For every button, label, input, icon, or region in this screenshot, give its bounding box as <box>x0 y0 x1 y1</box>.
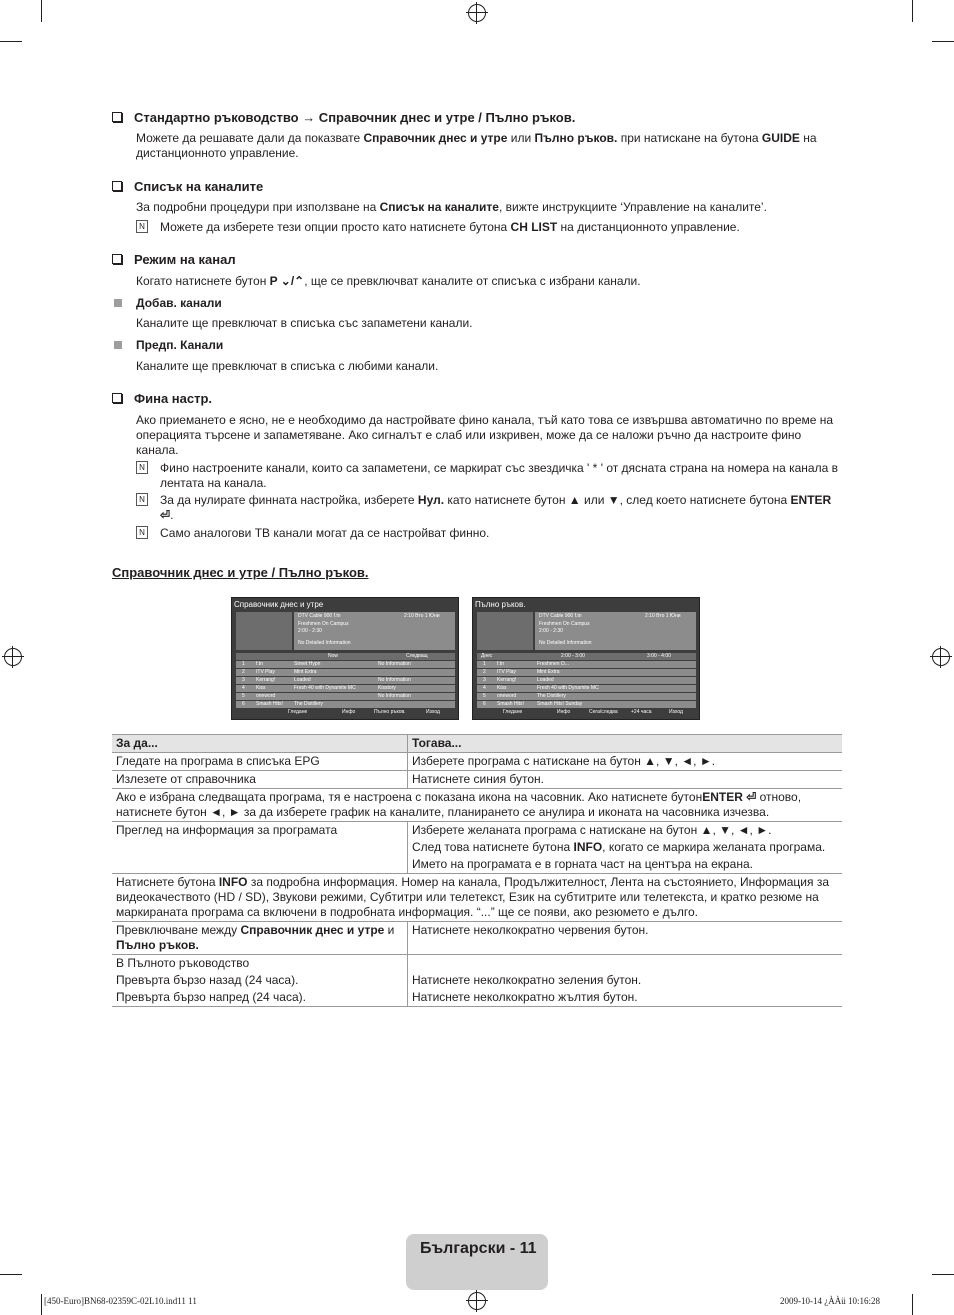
section-heading-standard-guide <box>112 110 575 125</box>
guide-column-header: Днес 2:00 - 3:00 3:00 - 4:00 <box>477 653 696 660</box>
note-fine-tune-3: N Само аналогови ТВ канали могат да се настройват финно. <box>136 526 842 541</box>
crop-mark <box>912 1294 913 1315</box>
section-body-standard-guide: Можете да решавате дали да показвате Справочник днес и утре или Пълно ръков. при натискане на бутона GUIDE на дистанционното управление. <box>136 131 817 160</box>
sub-body-favorite-channels: Каналите ще превключат в списъка с любими канали. <box>136 359 439 373</box>
footer-file-info: [450-Euro]BN68-02359C-02L10.ind11 11 <box>44 1296 197 1306</box>
note-channel-list: N Можете да изберете тези опции просто като натиснете бутона CH LIST на дистанционното управление. <box>136 220 842 235</box>
page-number-badge <box>406 1234 548 1290</box>
guide-cell-ch: Smash Hits! <box>256 701 283 707</box>
table-row <box>112 955 842 1007</box>
programme-info: DTV Cable 900 f.tn 2:10 Втo 1 Юни Freshmen On Campus 2:00 - 2:30 No Detailed Information <box>294 612 455 650</box>
guide-cell-next: No Information <box>378 661 411 667</box>
screen-title: Справочник днес и утре <box>234 600 324 609</box>
guide-cell-now: Fresh 40 with Dynamite MC <box>537 685 599 691</box>
checkbox-icon <box>112 112 122 122</box>
guide-channel-row <box>477 693 696 700</box>
section-heading-fine-tune <box>112 391 212 406</box>
guide-cell-ch: Kerrang! <box>256 677 276 683</box>
table-row <box>112 822 842 874</box>
crop-mark <box>932 41 954 42</box>
guide-cell-now: Smash Hits! Sunday <box>537 701 583 707</box>
section-body-fine-tune: Ако приемането е ясно, не е необходимо да настройвате фино канала, тъй като това се извършва автоматично по време на операцията търсене и запаметяване. Ако сигналът е слаб или изкривен, може да се наложи ръчно да настроите фино канала. <box>136 413 834 457</box>
tv-preview-image <box>236 612 292 650</box>
guide-cell-now: Street Hypn <box>294 661 321 667</box>
note-fine-tune-1: N Фино настроените канали, които са запаметени, се маркират със звездичка ' * ' от дясната страна на номера на канала в лентата на канала. <box>136 461 842 491</box>
bullet-square-icon <box>114 299 122 307</box>
note-icon: N <box>136 461 148 474</box>
heading-text: Стандартно ръководство → Справочник днес и утре / Пълно ръков. <box>134 110 576 125</box>
heading-text: Фина настр. <box>134 391 213 406</box>
table-row <box>112 874 842 922</box>
guide-heading: Справочник днес и утре / Пълно ръков. <box>112 565 369 580</box>
table-header-cell: За да... <box>112 735 408 753</box>
table-cell: Превключване между Справочник днес и утре и Пълно ръков. <box>112 922 408 955</box>
sub-title-added-channels: Добав. канали <box>136 296 222 310</box>
table-row <box>112 771 842 789</box>
crop-mark <box>912 0 913 22</box>
guide-channel-row <box>236 661 455 668</box>
table-row <box>112 789 842 822</box>
page-number-text: Български - 11 <box>420 1240 537 1257</box>
table-cell: В Пълното ръководство Превърта бързо назад (24 часа). Превърта бързо напред (24 часа). <box>112 955 408 1007</box>
guide-cell-now: The Distillery <box>294 701 323 707</box>
guide-cell-now: Freshmen O... <box>537 661 569 667</box>
guide-cell-num: 3 <box>483 677 486 683</box>
screen-title: Пълно ръков. <box>475 600 526 609</box>
screenshot-now-next-guide <box>231 597 459 720</box>
guide-cell-ch: Kiss <box>256 685 266 691</box>
bullet-square-icon <box>114 341 122 349</box>
guide-cell-ch: Kerrang! <box>497 677 517 683</box>
section-body-channel-mode: Когато натиснете бутон P ⌄/⌃, ще се превключват каналите от списъка с избрани канали. <box>136 274 641 288</box>
guide-channel-row <box>236 685 455 692</box>
guide-cell-now: Mint Extra <box>537 669 560 675</box>
crop-mark <box>0 1274 22 1275</box>
table-cell: Изберете програма с натискане на бутон ▲, ▼, ◄, ►. <box>412 754 716 768</box>
guide-cell-ch: f.tn <box>497 661 504 667</box>
sub-title-favorite-channels: Предп. Канали <box>136 338 224 352</box>
guide-cell-num: 1 <box>483 661 486 667</box>
guide-channel-row <box>236 669 455 676</box>
guide-channel-row <box>477 669 696 676</box>
table-cell: Ако е избрана следващата програма, тя е настроена с показана икона на часовник. Ако натиснете бутонENTER ⏎ отново, натиснете бутон ◄, ► за да изберете график на каналите, планирането се анулира и иконата на часовника изчезва. <box>116 790 802 819</box>
guide-cell-ch: oneword <box>497 693 517 699</box>
sub-body-added-channels: Каналите ще превключат в списъка със запаметени канали. <box>136 316 473 330</box>
programme-info: DTV Cable 900 f.tn 2:10 Втo 1 Юни Freshmen On Campus 2:00 - 2:30 No Detailed Information <box>535 612 696 650</box>
registration-mark-icon <box>4 648 22 666</box>
crop-mark <box>0 41 22 42</box>
table-header-cell: Тогава... <box>408 735 843 753</box>
crop-mark <box>41 0 42 22</box>
guide-cell-ch: Smash Hits! <box>497 701 524 707</box>
guide-cell-next: No Information <box>378 693 411 699</box>
guide-cell-next: Kisstory <box>378 685 396 691</box>
guide-column-header: Now Следващ <box>236 653 455 660</box>
guide-cell-ch: ITV Play <box>256 669 275 675</box>
table-cell: Натиснете неколкократно червения бутон. <box>412 923 649 937</box>
table-cell: Изберете желаната програма с натискане на бутон ▲, ▼, ◄, ►. След това натиснете бутона INFO, когато се маркира желаната програма. Името на програмата е в горната част на центъра на екрана. <box>412 823 826 871</box>
guide-channel-row <box>477 677 696 684</box>
guide-cell-num: 3 <box>242 677 245 683</box>
screen-footer: Гледане Инфо Сега/следва +24 часа Изход <box>503 709 683 715</box>
guide-channel-row <box>477 661 696 668</box>
table-cell: Преглед на информация за програмата <box>112 822 408 874</box>
guide-cell-now: Loaded <box>537 677 554 683</box>
guide-cell-num: 6 <box>242 701 245 707</box>
table-cell: Натиснете бутона INFO за подробна информация. Номер на канала, Продължителност, Лента на състоянието, Информация за видеокачеството (HD / SD), Звукови режими, Субтитри или телетекст, Език на субтитрите или телетекста, и кратко резюме на маркираната програма са включени в подробната информация. “...” ще се появи, ако резюмето е дълго. <box>116 875 830 919</box>
guide-cell-ch: Kiss <box>497 685 507 691</box>
guide-operations-table <box>112 734 842 1007</box>
crop-mark <box>41 1294 42 1315</box>
guide-cell-num: 2 <box>483 669 486 675</box>
guide-cell-now: Loaded <box>294 677 311 683</box>
crop-mark <box>932 1274 954 1275</box>
section-body-channel-list: За подробни процедури при използване на Списък на каналите, вижте инструкциите ‘Управление на каналите’. <box>136 200 767 214</box>
guide-cell-num: 1 <box>242 661 245 667</box>
guide-cell-ch: ITV Play <box>497 669 516 675</box>
heading-text: Списък на каналите <box>134 179 264 194</box>
guide-cell-next: No Information <box>378 677 411 683</box>
guide-channel-row <box>477 685 696 692</box>
guide-cell-now: Mint Extra <box>294 669 317 675</box>
table-cell: Гледате на програма в списъка EPG <box>112 753 408 771</box>
table-row <box>112 753 842 771</box>
note-icon: N <box>136 493 148 506</box>
section-heading-channel-mode <box>112 252 236 267</box>
guide-cell-num: 5 <box>242 693 245 699</box>
guide-cell-ch: f.tn <box>256 661 263 667</box>
guide-cell-num: 5 <box>483 693 486 699</box>
guide-cell-now: Fresh 40 with Dynamite MC <box>294 685 356 691</box>
note-fine-tune-2: N За да нулирате финната настройка, изберете Нул. като натиснете бутон ▲ или ▼, след което натиснете бутона ENTER ⏎. <box>136 493 842 523</box>
guide-cell-now: The Distillery <box>537 693 566 699</box>
registration-mark-icon <box>468 1292 486 1310</box>
table-cell: Натиснете синия бутон. <box>412 772 545 786</box>
table-cell: Излезете от справочника <box>112 771 408 789</box>
table-cell: Натиснете неколкократно зеления бутон. Натиснете неколкократно жълтия бутон. <box>412 973 642 1004</box>
tv-preview-image <box>477 612 533 650</box>
checkbox-icon <box>112 181 122 191</box>
registration-mark-icon <box>468 4 486 22</box>
screen-footer: Гледане Инфо Пълно ръков. Изход <box>288 709 440 715</box>
note-icon: N <box>136 526 148 539</box>
guide-cell-ch: oneword <box>256 693 276 699</box>
note-icon: N <box>136 220 148 233</box>
guide-cell-num: 4 <box>483 685 486 691</box>
guide-channel-row <box>236 693 455 700</box>
guide-cell-num: 6 <box>483 701 486 707</box>
guide-cell-num: 2 <box>242 669 245 675</box>
registration-mark-icon <box>932 648 950 666</box>
table-row <box>112 922 842 955</box>
guide-channel-row <box>236 701 455 708</box>
table-header-row <box>112 735 842 753</box>
checkbox-icon <box>112 254 122 264</box>
heading-text: Режим на канал <box>134 252 236 267</box>
checkbox-icon <box>112 393 122 403</box>
guide-cell-num: 4 <box>242 685 245 691</box>
section-heading-channel-list <box>112 179 263 194</box>
screenshot-full-guide <box>472 597 700 720</box>
guide-channel-row <box>236 677 455 684</box>
guide-channel-row <box>477 701 696 708</box>
footer-timestamp: 2009-10-14 ¿ÀÀü 10:16:28 <box>780 1296 880 1306</box>
